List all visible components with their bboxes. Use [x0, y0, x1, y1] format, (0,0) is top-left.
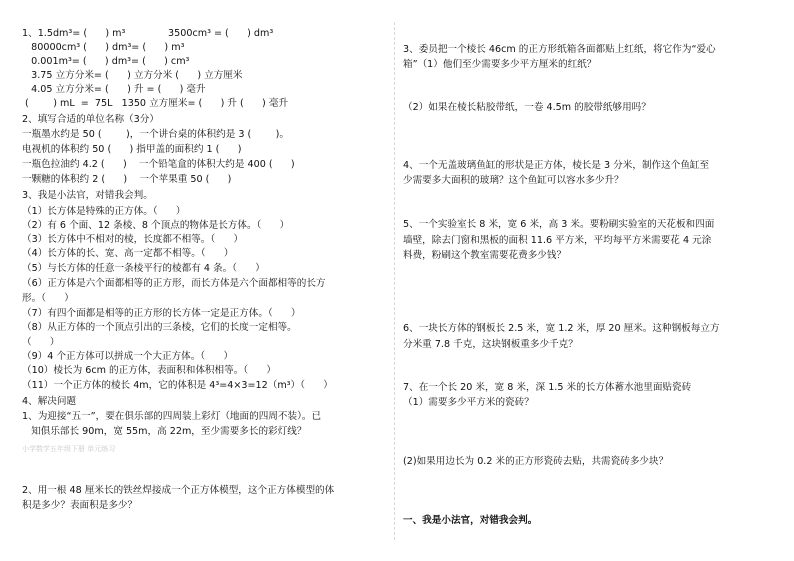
q4-problem-2a: 2、用一根 48 厘米长的铁丝焊接成一个正方体模型，这个正方体模型的体 — [22, 485, 335, 496]
q3-item-8a: （8）从正方体的一个顶点引出的三条棱，它们的长度一定相等。 — [22, 322, 297, 333]
q3-item-6b: 形。（ ） — [22, 293, 74, 304]
q2-heading: 2、填写合适的单位名称（3分） — [22, 114, 159, 125]
q2-line-2: 电视机的体积约 50 ( ) 指甲盖的面积约 1 ( ) — [22, 144, 242, 155]
faint-watermark-text: 小学数学五年级下册 单元练习 — [22, 445, 116, 453]
r-problem-3c: （2）如果在棱长粘胶带纸，一卷 4.5m 的胶带纸够用吗？ — [403, 102, 651, 113]
q3-item-3: （3）长方体中不相对的棱，长度都不相等。（ ） — [22, 234, 244, 245]
r-problem-4b: 少需要多大面积的玻璃？这个鱼缸可以容水多少升？ — [403, 175, 624, 186]
q3-item-4: （4）长方体的长、宽、高一定都不相等。（ ） — [22, 248, 234, 259]
r-problem-3b: 箱”（1）他们至少需要多少平方厘米的红纸？ — [403, 59, 597, 70]
r-problem-6a: 6、一块长方体的钢板长 2.5 米，宽 1.2 米，厚 20 厘米。这种钢板每立方 — [403, 323, 720, 334]
q3-item-6a: （6）正方体是六个面都相等的正方形，而长方体是六个面都相等的长方 — [22, 278, 326, 289]
q2-line-3: 一瓶色拉油约 4.2 ( ) 一个铅笔盒的体积大约是 400 ( ) — [22, 159, 295, 170]
r-section-heading: 一、我是小法官，对错我会判。 — [403, 515, 538, 526]
r-problem-5b: 墙壁，除去门窗和黑板的面积 11.6 平方米，平均每平方米需要花 4 元涂 — [403, 235, 712, 246]
r-problem-7b: （1）需要多少平方米的瓷砖？ — [403, 397, 534, 408]
q2-line-1: 一瓶墨水约是 50 ( )，一个讲台桌的体积约是 3 ( )。 — [22, 129, 289, 140]
q2-line-4: 一颗糖的体积约 2 ( ) 一个苹果重 50 ( ) — [22, 174, 232, 185]
q3-item-9: （9）4 个正方体可以拼成一个大正方体。（ ） — [22, 351, 234, 362]
r-problem-5a: 5、一个实验室长 8 米，宽 6 米，高 3 米。要粉刷实验室的天花板和四面 — [403, 219, 715, 230]
q1-line-4: 3.75 立方分米= ( ) 立方分米 ( ) 立方厘米 — [22, 70, 243, 81]
r-problem-7a: 7、在一个长 20 米，宽 8 米，深 1.5 米的长方体蓄水池里面贴瓷砖 — [403, 382, 692, 393]
q4-problem-1b: 知俱乐部长 90m，宽 55m，高 22m，至少需要多长的彩灯线？ — [22, 426, 307, 437]
q4-problem-2b: 积是多少？表面积是多少？ — [22, 500, 138, 511]
q1-line-5: 4.05 立方分米= ( ) 升 = ( ) 毫升 — [22, 84, 206, 95]
r-problem-5c: 料费，粉刷这个教室需要花费多少钱？ — [403, 250, 567, 261]
r-problem-3a: 3、委员把一个棱长 46cm 的正方形纸箱各面都贴上红纸，将它作为“爱心 — [403, 44, 716, 55]
r-problem-6b: 分米重 7.8 千克，这块钢板重多少千克？ — [403, 339, 578, 350]
q3-item-1: （1）长方体是特殊的正方体。（ ） — [22, 206, 186, 217]
q3-item-5: （5）与长方体的任意一条棱平行的棱都有 4 条。（ ） — [22, 263, 265, 274]
q4-problem-1a: 1、为迎接“五一”，要在俱乐部的四周装上彩灯（地面的四周不装）。已 — [22, 411, 322, 422]
q3-item-10: （10）棱长为 6cm 的正方体，表面积和体积相等。（ ） — [22, 365, 276, 376]
q3-item-11: （11）一个正方体的棱长 4m，它的体积是 4³=4×3=12（m³）（ ） — [22, 380, 333, 391]
column-divider — [394, 22, 395, 540]
r-problem-7c: (2)如果用边长为 0.2 米的正方形瓷砖去贴，共需瓷砖多少块？ — [403, 456, 669, 467]
q3-item-8b: （ ） — [22, 337, 60, 348]
q1-line-3: 0.001m³= ( ) dm³= ( ) cm³ — [22, 56, 190, 67]
q1-line-2: 80000cm³ ( ) dm³= ( ) m³ — [22, 42, 185, 53]
r-problem-4a: 4、一个无盖玻璃鱼缸的形状是正方体，棱长是 3 分米，制作这个鱼缸至 — [403, 160, 710, 171]
q1-line-6: ( ) mL = 75L 1350 立方厘米= ( ) 升 ( ) 毫升 — [22, 98, 289, 109]
q1-line-1: 1、1.5dm³= ( ) m³ 3500cm³ = ( ) dm³ — [22, 28, 274, 39]
q3-item-7: （7）有四个面都是相等的正方形的长方体一定是正方体。（ ） — [22, 308, 301, 319]
q3-heading: 3、我是小法官，对错我会判。 — [22, 190, 153, 201]
q4-heading: 4、解决问题 — [22, 396, 77, 407]
q3-item-2: （2）有 6 个面、12 条棱、8 个顶点的物体是长方体。（ ） — [22, 220, 290, 231]
